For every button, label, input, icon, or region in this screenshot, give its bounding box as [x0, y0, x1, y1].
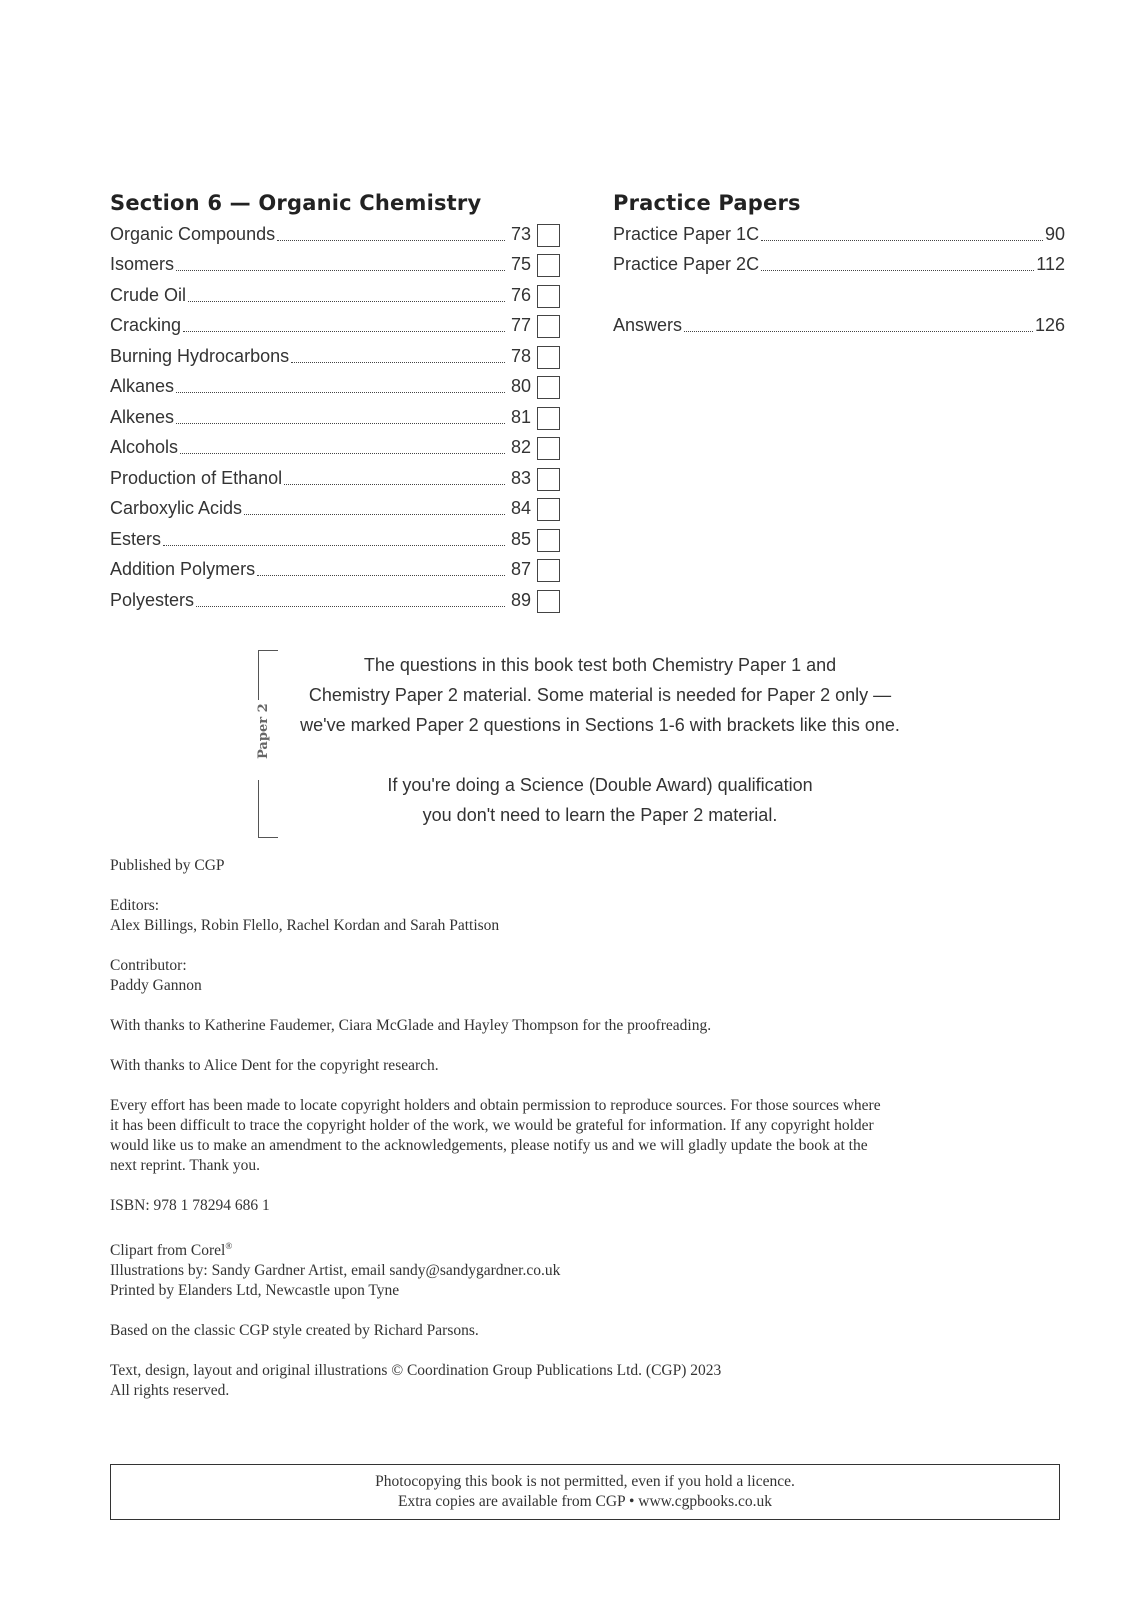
toc-item[interactable]: [613, 249, 1065, 280]
tick-box[interactable]: [537, 254, 560, 277]
tick-box[interactable]: [537, 315, 560, 338]
toc-spacer: [613, 279, 1065, 309]
note-line: The questions in this book test both Chemistry Paper 1 and: [363, 655, 837, 675]
tick-box[interactable]: [537, 224, 560, 247]
toc-item-label: Esters: [110, 528, 162, 549]
effort-line: it has been difficult to trace the copyright holder of the work, we would be grateful for information. If any copyright holder: [110, 1117, 874, 1134]
toc-item-page: 84: [510, 498, 531, 518]
toc-item-label: Isomers: [110, 254, 175, 274]
leader-dots: [277, 239, 505, 241]
practice-papers-contents: [613, 188, 1065, 340]
toc-item[interactable]: [110, 462, 560, 493]
toc-item-page: 83: [510, 467, 531, 488]
tick-box[interactable]: [537, 285, 560, 308]
toc-item[interactable]: [110, 554, 560, 585]
toc-item[interactable]: [110, 584, 560, 615]
toc-item[interactable]: [110, 279, 560, 310]
credits-block: [110, 1236, 1010, 1301]
effort-line: next reprint. Thank you.: [110, 1157, 260, 1174]
practice-papers-list: [613, 218, 1065, 340]
toc-item-label: Alkanes: [110, 376, 175, 396]
toc-item-page: 87: [510, 559, 531, 579]
toc-item-page: 85: [510, 528, 531, 549]
photocopy-notice: [110, 1464, 1060, 1520]
toc-item[interactable]: [110, 493, 560, 524]
editors-block: [110, 896, 1010, 936]
tick-box[interactable]: [537, 468, 560, 491]
toc-item[interactable]: [110, 340, 560, 371]
notice-line-2: Extra copies are available from CGP • www.cgpbooks.co.uk: [397, 1493, 773, 1510]
tick-box[interactable]: [537, 559, 560, 582]
tick-box[interactable]: [537, 590, 560, 613]
toc-item-label: Practice Paper 2C: [613, 254, 760, 274]
leader-dots: [163, 544, 505, 546]
toc-item-page: 73: [510, 223, 531, 244]
toc-item[interactable]: [110, 249, 560, 280]
leader-dots: [761, 239, 1043, 241]
tick-box[interactable]: [537, 346, 560, 369]
note-line: we've marked Paper 2 questions in Sections 1-6 with brackets like this one.: [300, 715, 900, 735]
clipart-text: Clipart from Corel: [110, 1242, 226, 1260]
section-title: Section 6 — Organic Chemistry: [110, 191, 482, 215]
isbn: ISBN: 978 1 78294 686 1: [110, 1197, 270, 1214]
toc-item[interactable]: [110, 523, 560, 554]
toc-item-label: Alkenes: [110, 406, 175, 427]
leader-dots: [176, 422, 505, 424]
leader-dots: [196, 605, 505, 607]
note-line: Chemistry Paper 2 material. Some material is needed for Paper 2 only —: [308, 685, 892, 705]
tick-box[interactable]: [537, 498, 560, 521]
toc-item[interactable]: [110, 371, 560, 402]
toc-item-label: Cracking: [110, 315, 182, 335]
copyright-effort: [110, 1096, 1010, 1176]
leader-dots: [176, 269, 505, 271]
copyright-block: [110, 1361, 1010, 1401]
toc-item-label: Organic Compounds: [110, 223, 276, 244]
thanks-proofreading: With thanks to Katherine Faudemer, Ciara McGlade and Hayley Thompson for the proofreading.: [110, 1017, 712, 1034]
note-text: [280, 650, 920, 830]
leader-dots: [180, 452, 505, 454]
copyright-line: Text, design, layout and original illustrations © Coordination Group Publications Ltd. (CGP) 2023: [110, 1362, 722, 1380]
notice-line-1: Photocopying this book is not permitted, even if you hold a licence.: [375, 1473, 795, 1490]
leader-dots: [176, 391, 505, 393]
leader-dots: [684, 330, 1033, 332]
section-title: Practice Papers: [613, 191, 801, 215]
toc-item-page: 126: [1034, 314, 1065, 335]
clipart-credit: [110, 1236, 1010, 1261]
printer-credit: Printed by Elanders Ltd, Newcastle upon Tyne: [110, 1282, 400, 1300]
based-on: Based on the classic CGP style created by Richard Parsons.: [110, 1322, 479, 1340]
toc-item-page: 112: [1036, 254, 1065, 274]
contributor-heading: Contributor:: [110, 957, 187, 974]
leader-dots: [183, 330, 505, 332]
paper-2-label: Paper 2: [256, 703, 271, 759]
toc-item-label: Practice Paper 1C: [613, 223, 760, 244]
toc-item-label: Production of Ethanol: [110, 467, 283, 488]
leader-dots: [188, 300, 505, 302]
toc-item-page: 75: [510, 254, 531, 274]
section-6-list: [110, 218, 560, 615]
tick-box[interactable]: [537, 407, 560, 430]
toc-item-page: 77: [510, 315, 531, 335]
toc-item[interactable]: [110, 432, 560, 463]
toc-item[interactable]: [110, 310, 560, 341]
note-line: you don't need to learn the Paper 2 material.: [422, 805, 778, 825]
toc-item[interactable]: [613, 218, 1065, 249]
toc-item-page: 81: [510, 406, 531, 427]
effort-line: Every effort has been made to locate copyright holders and obtain permission to reproduce sources. For those sources where: [110, 1097, 881, 1114]
toc-item-label: Crude Oil: [110, 284, 187, 305]
toc-item-answers[interactable]: [613, 309, 1065, 340]
toc-item-label: Answers: [613, 314, 683, 335]
toc-item[interactable]: [110, 401, 560, 432]
editors-names: Alex Billings, Robin Flello, Rachel Kordan and Sarah Pattison: [110, 917, 500, 934]
leader-dots: [291, 361, 505, 363]
imprint: [110, 856, 1010, 1421]
leader-dots: [257, 574, 505, 576]
toc-item-label: Carboxylic Acids: [110, 498, 243, 518]
toc-item-page: 89: [510, 589, 531, 610]
tick-box[interactable]: [537, 376, 560, 399]
published-by: Published by CGP: [110, 857, 225, 874]
effort-line: would like us to make an amendment to the acknowledgements, please notify us and we will gladly update the book at the: [110, 1137, 868, 1154]
toc-item-label: Burning Hydrocarbons: [110, 345, 290, 366]
toc-item-label: Addition Polymers: [110, 559, 256, 579]
rights-line: All rights reserved.: [110, 1382, 230, 1400]
toc-item[interactable]: [110, 218, 560, 249]
note-line: If you're doing a Science (Double Award) qualification: [387, 775, 813, 795]
contributor-block: [110, 956, 1010, 996]
leader-dots: [284, 483, 505, 485]
note-spacer: [280, 740, 920, 770]
toc-item-label: Alcohols: [110, 437, 179, 457]
contributor-name: Paddy Gannon: [110, 977, 202, 994]
toc-item-page: 82: [510, 437, 531, 457]
toc-item-label: Polyesters: [110, 589, 195, 610]
toc-item-page: 90: [1044, 223, 1065, 244]
toc-item-page: 80: [510, 376, 531, 396]
editors-heading: Editors:: [110, 897, 160, 914]
paper-2-note: [258, 650, 918, 840]
leader-dots: [244, 513, 505, 515]
thanks-copyright: With thanks to Alice Dent for the copyright research.: [110, 1057, 439, 1074]
toc-item-page: 76: [510, 284, 531, 305]
tick-box[interactable]: [537, 529, 560, 552]
toc-item-page: 78: [510, 345, 531, 366]
registered-mark: ®: [225, 1241, 233, 1251]
leader-dots: [761, 269, 1034, 271]
section-6-contents: [110, 188, 560, 615]
tick-box[interactable]: [537, 437, 560, 460]
illustrations-credit: Illustrations by: Sandy Gardner Artist, email sandy@sandygardner.co.uk: [110, 1262, 561, 1280]
